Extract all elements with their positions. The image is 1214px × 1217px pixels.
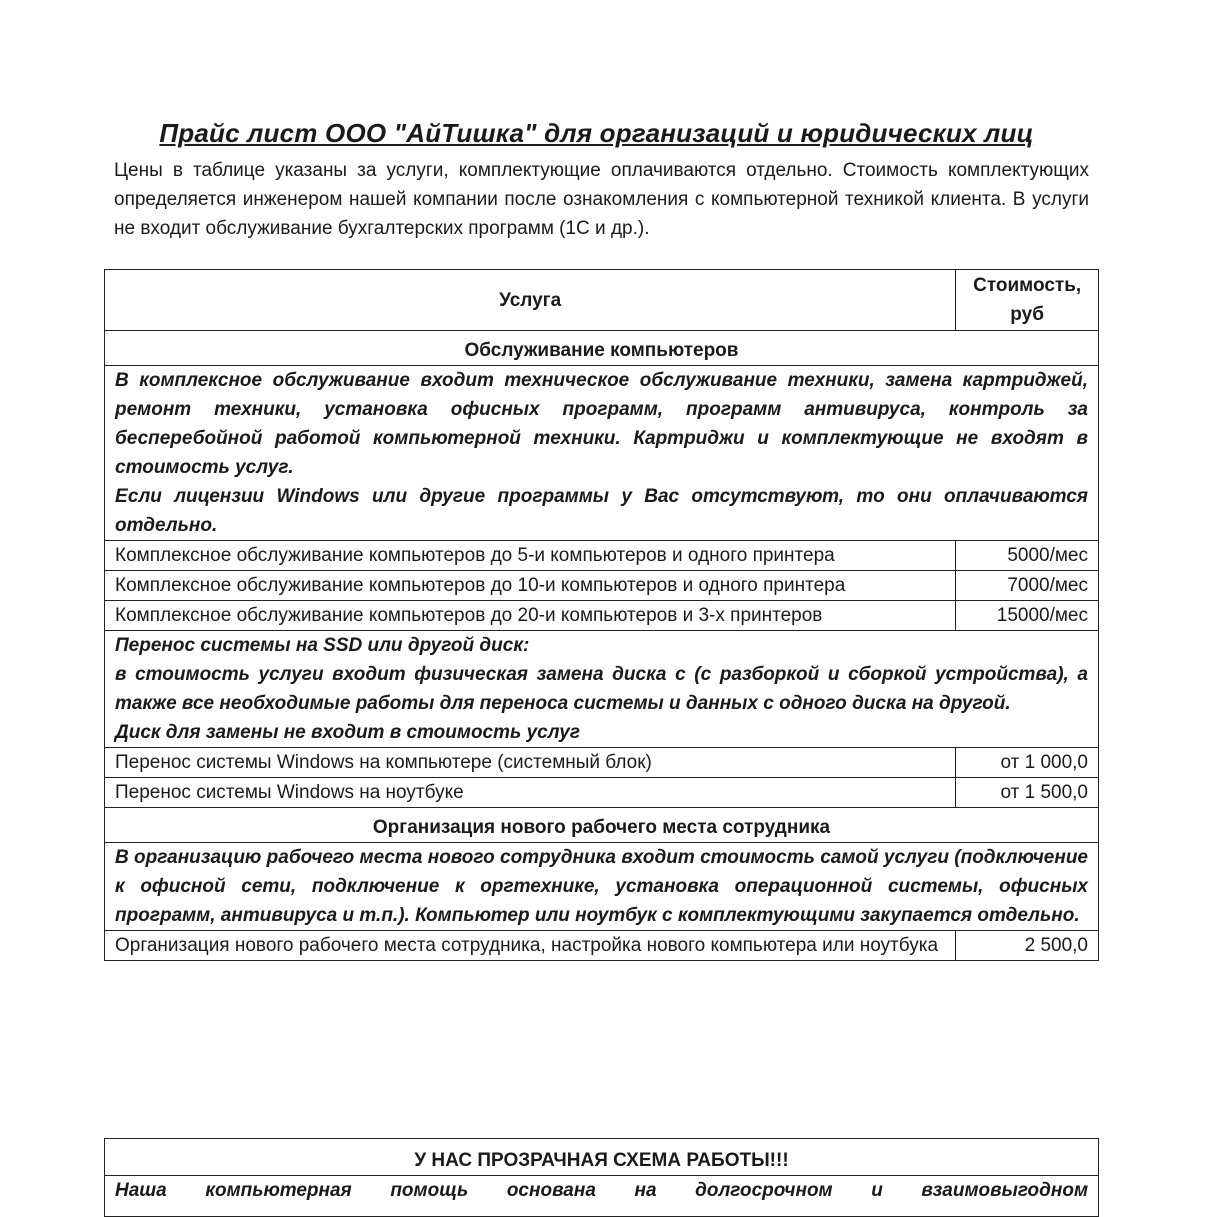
section-description-row [105, 631, 1099, 748]
header-service: Услуга [105, 270, 956, 331]
service-name: Комплексное обслуживание компьютеров до 10-и компьютеров и одного принтера [105, 571, 956, 601]
section-title-row [105, 808, 1099, 843]
table-row [105, 601, 1099, 631]
service-name: Перенос системы Windows на компьютере (системный блок) [105, 748, 956, 778]
service-price: 5000/мес [956, 541, 1099, 571]
service-name: Комплексное обслуживание компьютеров до 5-и компьютеров и одного принтера [105, 541, 956, 571]
section-title: Обслуживание компьютеров [105, 331, 1099, 366]
service-price: от 1 000,0 [956, 748, 1099, 778]
header-price: Стоимость, руб [956, 270, 1099, 331]
service-price: 7000/мес [956, 571, 1099, 601]
table-row [105, 931, 1099, 961]
section-title: Организация нового рабочего места сотрудника [105, 808, 1099, 843]
section-description [105, 843, 1099, 931]
service-name: Перенос системы Windows на ноутбуке [105, 778, 956, 808]
description-line: В комплексное обслуживание входит техническое обслуживание техники, замена картриджей, ремонт техники, установка офисных программ, программ антивируса, контроль за бесперебойной работой компьютерной техники. Картриджи и комплектующие не входят в стоимость услуг. [115, 370, 1088, 478]
service-price: от 1 500,0 [956, 778, 1099, 808]
section-description [105, 631, 1099, 748]
section-description-row [105, 843, 1099, 931]
service-price: 15000/мес [956, 601, 1099, 631]
table-row [105, 778, 1099, 808]
section-description [105, 366, 1099, 541]
transparency-table [104, 1138, 1099, 1217]
description-line: в стоимость услуги входит физическая замена диска с (с разборкой и сборкой устройства), а также все необходимые работы для переноса системы и данных с одного диска на другой. [115, 664, 1088, 714]
table-row [105, 748, 1099, 778]
description-line: Перенос системы на SSD или другой диск: [115, 635, 530, 656]
section-title-row [105, 331, 1099, 366]
table-row [105, 541, 1099, 571]
table-header-row [105, 270, 1099, 331]
description-line: Диск для замены не входит в стоимость услуг [115, 722, 580, 743]
description-line: В организацию рабочего места нового сотрудника входит стоимость самой услуги (подключение к офисной сети, подключение к оргтехнике, установка операционной системы, офисных программ, антивируса и т.п.). Компьютер или ноутбук с комплектующими закупается отдельно. [115, 847, 1088, 926]
section-description-row [105, 366, 1099, 541]
price-table [104, 269, 1099, 961]
service-price: 2 500,0 [956, 931, 1099, 961]
transparency-text: Наша компьютерная помощь основана на долгосрочном и взаимовыгодном [105, 1176, 1099, 1217]
description-line: Если лицензии Windows или другие программы у Вас отсутствуют, то они оплачиваются отдельно. [115, 486, 1088, 536]
table-row [105, 571, 1099, 601]
service-name: Комплексное обслуживание компьютеров до 20-и компьютеров и 3-х принтеров [105, 601, 956, 631]
intro-paragraph: Цены в таблице указаны за услуги, комплектующие оплачиваются отдельно. Стоимость комплектующих определяется инженером нашей компании после ознакомления с компьютерной техникой клиента. В услуги не входит обслуживание бухгалтерских программ (1С и др.). [114, 160, 1089, 239]
service-name: Организация нового рабочего места сотрудника, настройка нового компьютера или ноутбука [105, 931, 956, 961]
transparency-heading: У НАС ПРОЗРАЧНАЯ СХЕМА РАБОТЫ!!! [105, 1139, 1099, 1176]
page-title: Прайс лист ООО "АйТишка" для организаций и юридических лиц [159, 118, 1034, 148]
